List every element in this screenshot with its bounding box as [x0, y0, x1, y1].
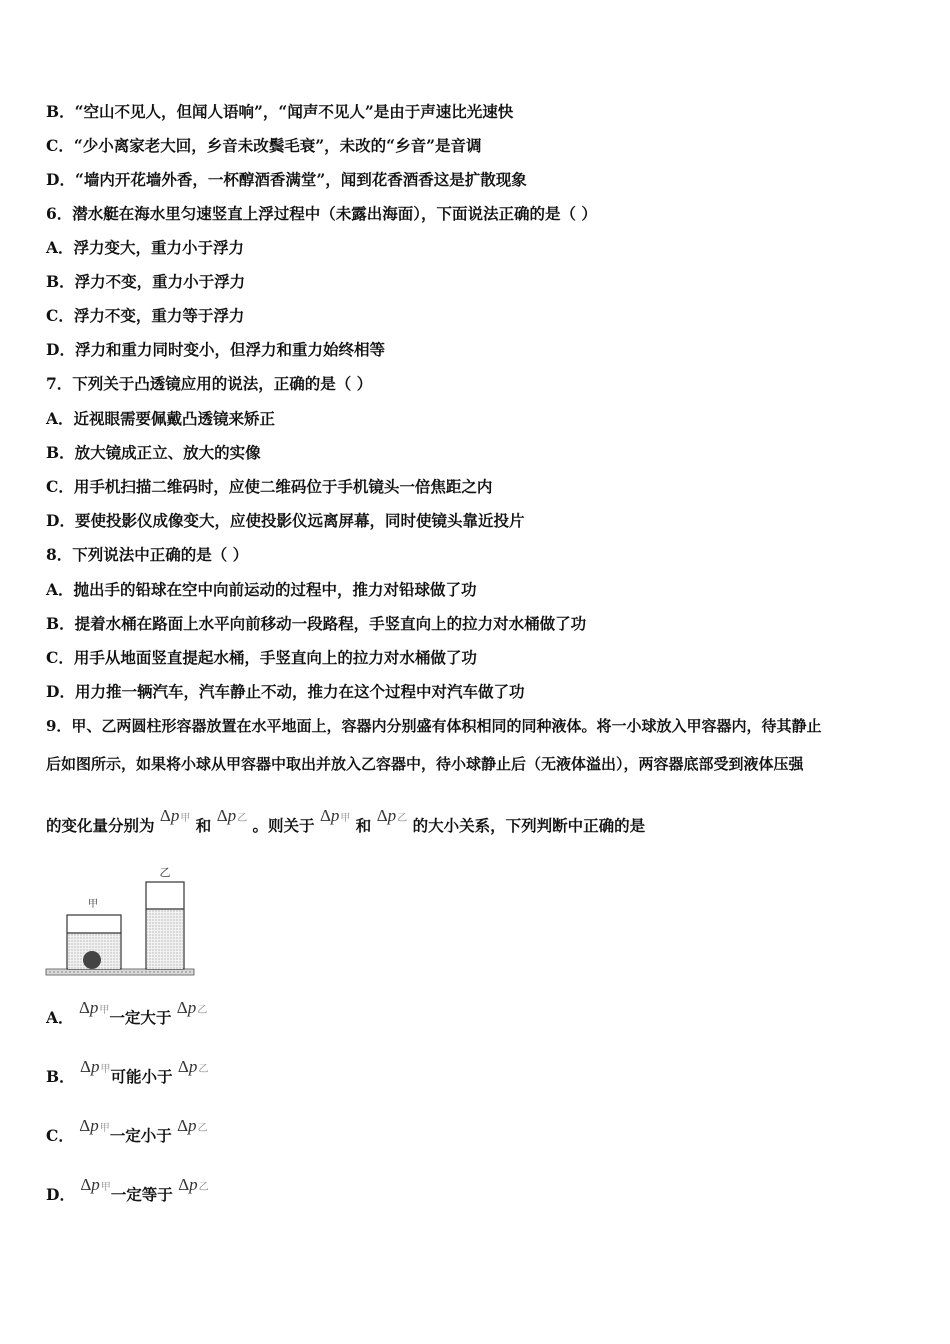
q9-and-2: 和: [355, 816, 372, 835]
option-letter: B．: [46, 1067, 75, 1086]
p-symbol: p: [187, 998, 197, 1017]
p-symbol: p: [387, 806, 397, 825]
p-symbol: p: [188, 1116, 197, 1135]
yi-subscript: 乙: [397, 813, 408, 824]
jia-subscript: 甲: [100, 1064, 111, 1075]
option-letter: C．: [46, 1126, 74, 1145]
delta-p-yi: [217, 806, 247, 829]
q7-option-d: D．要使投影仪成像变大，应使投影仪远离屏幕，同时使镜头靠近投片: [46, 511, 525, 530]
delta-p-yi: [177, 998, 207, 1021]
q8-option-b: B．提着水桶在路面上水平向前移动一段路程，手竖直向上的拉力对水桶做了功: [46, 614, 587, 633]
option-text: 一定大于: [109, 1008, 172, 1027]
q7-option-a: A．近视眼需要佩戴凸透镜来矫正: [46, 409, 276, 428]
delta-p-jia: [79, 1116, 109, 1139]
delta-p-jia: [320, 806, 350, 829]
delta-symbol: Δ: [176, 998, 188, 1017]
p-symbol: p: [188, 1057, 198, 1076]
delta-p-jia: [80, 1057, 110, 1080]
p-symbol: p: [90, 1057, 100, 1076]
delta-p-jia: [79, 998, 109, 1021]
p-symbol: p: [170, 806, 180, 825]
yi-subscript: 乙: [237, 813, 248, 824]
option-text: 可能小于: [110, 1067, 173, 1086]
q8-option-d: D．用力推一辆汽车，汽车静止不动，推力在这个过程中对汽车做了功: [46, 682, 525, 701]
delta-symbol: Δ: [216, 806, 228, 825]
ground: [46, 969, 194, 975]
q9-stem-line1: 9．甲、乙两圆柱形容器放置在水平地面上，容器内分别盛有体积相同的同种液体。将一小球放入甲容器内，待其静止: [46, 717, 822, 735]
p-symbol: p: [90, 1116, 99, 1135]
q7-option-b: B．放大镜成正立、放大的实像: [46, 443, 261, 462]
q9-option-c: [46, 1116, 208, 1149]
delta-symbol: Δ: [159, 806, 171, 825]
delta-symbol: Δ: [78, 998, 90, 1017]
p-symbol: p: [227, 806, 237, 825]
q9-text-a: 的变化量分别为: [46, 816, 155, 835]
q7-stem: 7．下列关于凸透镜应用的说法，正确的是（ ）: [46, 374, 373, 393]
label-jia: 甲: [88, 899, 98, 910]
q9-text-c: 的大小关系，下列判断中正确的是: [412, 816, 646, 835]
p-symbol: p: [91, 1175, 100, 1194]
q9-text-b: 。则关于: [252, 816, 315, 835]
q9-option-b: [46, 1057, 209, 1090]
q7-option-c: C．用手机扫描二维码时，应使二维码位于手机镜头一倍焦距之内: [46, 477, 493, 496]
q9-stem-line2: 后如图所示，如果将小球从甲容器中取出并放入乙容器中，待小球静止后（无液体溢出），两容器底部受到液体压强: [46, 755, 804, 773]
p-symbol: p: [189, 1175, 198, 1194]
delta-symbol: Δ: [177, 1057, 189, 1076]
q5-option-c: C．“少小离家老大回，乡音未改鬓毛衰”，未改的“乡音”是音调: [46, 136, 482, 155]
yi-subscript: 乙: [198, 1182, 209, 1193]
delta-symbol: Δ: [319, 806, 331, 825]
yi-subscript: 乙: [198, 1064, 209, 1075]
q6-option-c: C．浮力不变，重力等于浮力: [46, 306, 245, 325]
q8-option-a: A．抛出手的铅球在空中向前运动的过程中，推力对铅球做了功: [46, 580, 477, 599]
label-yi: 乙: [159, 866, 171, 879]
q6-stem: 6．潜水艇在海水里匀速竖直上浮过程中（未露出海面），下面说法正确的是（ ）: [46, 204, 597, 223]
delta-symbol: Δ: [177, 1116, 189, 1135]
delta-symbol: Δ: [376, 806, 388, 825]
delta-p-yi: [177, 1116, 207, 1139]
q6-option-d: D．浮力和重力同时变小，但浮力和重力始终相等: [46, 340, 385, 359]
delta-p-jia: [80, 1175, 110, 1198]
jia-subscript: 甲: [100, 1182, 111, 1193]
p-symbol: p: [330, 806, 340, 825]
yi-subscript: 乙: [197, 1005, 208, 1016]
p-symbol: p: [89, 998, 99, 1017]
q5-option-d: D．“墙内开花墙外香，一杯醇酒香满堂”，闻到花香酒香这是扩散现象: [46, 170, 527, 189]
yi-subscript: 乙: [197, 1123, 208, 1134]
ball: [83, 951, 101, 969]
delta-symbol: Δ: [79, 1116, 91, 1135]
delta-p-jia: [160, 806, 190, 829]
jia-subscript: 甲: [99, 1005, 110, 1016]
q9-stem-line3: [46, 806, 646, 839]
containers-diagram: [44, 862, 204, 982]
q5-option-b: B．“空山不见人，但闻人语响”，“闻声不见人”是由于声速比光速快: [46, 102, 514, 121]
delta-symbol: Δ: [80, 1057, 91, 1076]
jia-subscript: 甲: [340, 813, 351, 824]
option-text: 一定小于: [109, 1126, 172, 1145]
q9-option-a: [46, 998, 208, 1031]
option-letter: A．: [46, 1008, 74, 1027]
q6-option-a: A．浮力变大，重力小于浮力: [46, 238, 245, 257]
delta-symbol: Δ: [80, 1175, 92, 1194]
q8-stem: 8．下列说法中正确的是（ ）: [46, 545, 249, 564]
jia-subscript: 甲: [99, 1123, 110, 1134]
liquid-yi: [147, 909, 183, 969]
option-letter: D．: [46, 1185, 75, 1204]
delta-p-yi: [178, 1057, 208, 1080]
delta-p-yi: [377, 806, 407, 829]
q9-option-d: [46, 1175, 209, 1208]
jia-subscript: 甲: [180, 813, 191, 824]
q8-option-c: C．用手从地面竖直提起水桶，手竖直向上的拉力对水桶做了功: [46, 648, 477, 667]
delta-p-yi: [178, 1175, 208, 1198]
option-text: 一定等于: [110, 1185, 173, 1204]
containers-figure: [44, 862, 204, 986]
delta-symbol: Δ: [178, 1175, 190, 1194]
q9-and-1: 和: [195, 816, 212, 835]
q6-option-b: B．浮力不变，重力小于浮力: [46, 272, 246, 291]
